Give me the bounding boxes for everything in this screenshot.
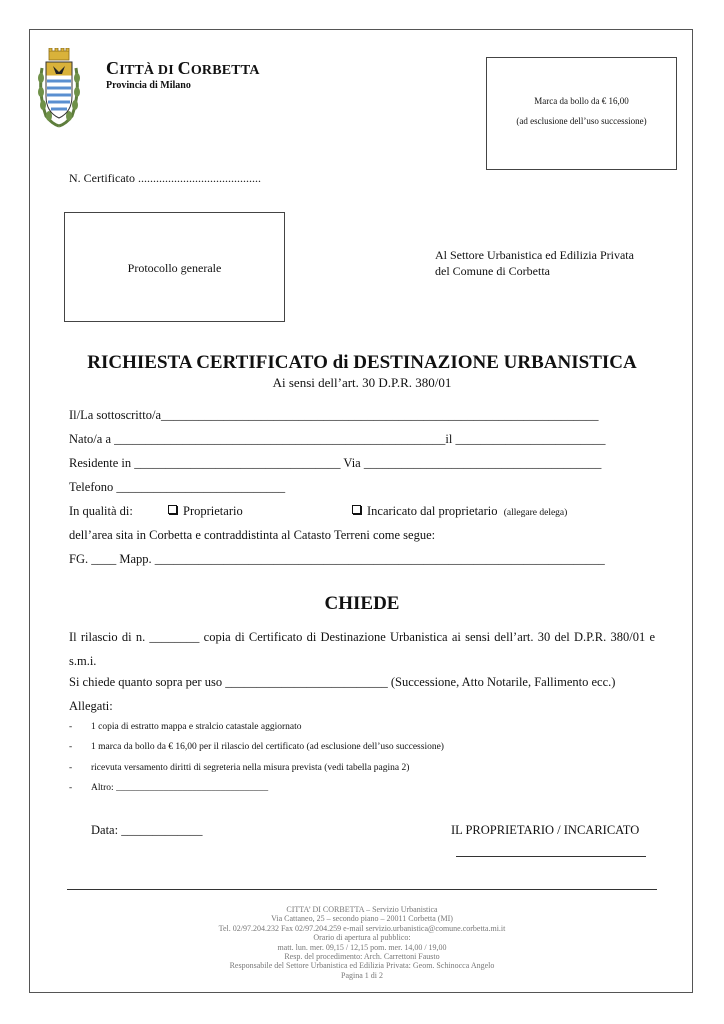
footer-line: Via Cattaneo, 25 – secondo piano – 20011 Corbetta (MI) xyxy=(271,914,453,924)
footer-line: matt. lun. mer. 09,15 / 12,15 pom. mer. 14,00 / 19,00 xyxy=(277,942,447,952)
delegate-option-label: Incaricato dal proprietario xyxy=(367,504,498,518)
addressee-line-2: del Comune di Corbetta xyxy=(435,264,550,278)
checkbox-icon xyxy=(352,505,361,514)
chiede-heading: CHIEDE xyxy=(324,593,400,614)
footer-line: Orario di apertura al pubblico: xyxy=(313,933,411,943)
birth-field: Nato/a a _____________________________________________________il ________________________ xyxy=(69,432,606,446)
protocol-box xyxy=(64,212,285,322)
checkbox-icon xyxy=(168,505,177,514)
residence-field: Residente in _________________________________ Via ______________________________________ xyxy=(69,456,602,470)
phone-field: Telefono ___________________________ xyxy=(69,480,286,494)
list-item: - 1 copia di estratto mappa e stralcio catastale aggiornato xyxy=(69,722,302,732)
cadastre-field: FG. ____ Mapp. ________________________________________________________________________ xyxy=(69,552,605,566)
document-title: RICHIESTA CERTIFICATO di DESTINAZIONE URBANISTICA xyxy=(87,352,637,373)
city-title: CITTÀ DI CORBETTA xyxy=(106,58,260,78)
coat-of-arms-icon xyxy=(36,48,82,128)
area-description: dell’area sita in Corbetta e contraddistinta al Catasto Terreni come segue: xyxy=(69,528,436,542)
footer-line: Resp. del procedimento: Arch. Carrettoni Fausto xyxy=(284,952,440,962)
addressee xyxy=(435,247,634,279)
list-item: - 1 marca da bollo da € 16,00 per il rilascio del certificato (ad esclusione dell’uso successione) xyxy=(69,742,444,752)
page-number: Pagina 1 di 2 xyxy=(341,970,383,980)
use-field: Si chiede quanto sopra per uso __________________________ (Successione, Atto Notarile, Fallimento ecc.) xyxy=(69,675,616,689)
delegate-option xyxy=(352,504,567,519)
certificate-number-field: N. Certificato ......................................... xyxy=(69,171,261,185)
date-field: Data: _____________ xyxy=(91,823,203,837)
province-label: Provincia di Milano xyxy=(106,80,191,91)
list-item: - ricevuta versamento diritti di segreteria nella misura prevista (vedi tabella pagina 2) xyxy=(69,763,410,773)
revenue-stamp-box xyxy=(486,57,677,170)
addressee-line-1: Al Settore Urbanistica ed Edilizia Privata xyxy=(435,248,634,262)
attachments-label: Allegati: xyxy=(69,699,113,713)
document-subtitle: Ai sensi dell’art. 30 D.P.R. 380/01 xyxy=(272,375,452,390)
request-paragraph: Il rilascio di n. ________ copia di Certificato di Destinazione Urbanistica ai sensi dell’art. 30 del D.P.R. 380/01 e s.m.i. xyxy=(69,630,655,668)
quality-label: In qualità di: xyxy=(69,504,133,518)
owner-option-label: Proprietario xyxy=(183,504,243,518)
footer-line: Responsabile del Settore Urbanistica ed Edilizia Privata: Geom. Schinocca Angelo xyxy=(229,961,495,971)
signer-role-label: IL PROPRIETARIO / INCARICATO xyxy=(451,823,640,837)
list-item: - Altro: ________________________________ xyxy=(69,783,269,793)
stamp-note: (ad esclusione dell’uso successione) xyxy=(516,116,647,126)
footer-divider xyxy=(67,889,657,890)
stamp-amount: Marca da bollo da € 16,00 xyxy=(534,96,629,106)
protocol-label: Protocollo generale xyxy=(127,261,222,275)
owner-option xyxy=(168,504,243,519)
footer-line: CITTA’ DI CORBETTA – Servizio Urbanistica xyxy=(286,905,438,914)
footer-line: Tel. 02/97.204.232 Fax 02/97.204.259 e-mail servizio.urbanistica@comune.corbetta.mi.it xyxy=(218,923,506,933)
delegate-note: (allegare delega) xyxy=(503,508,568,518)
signer-field: Il/La sottoscritto/a______________________________________________________________________ xyxy=(69,408,599,422)
footer xyxy=(0,905,724,980)
signature-line xyxy=(456,856,646,857)
